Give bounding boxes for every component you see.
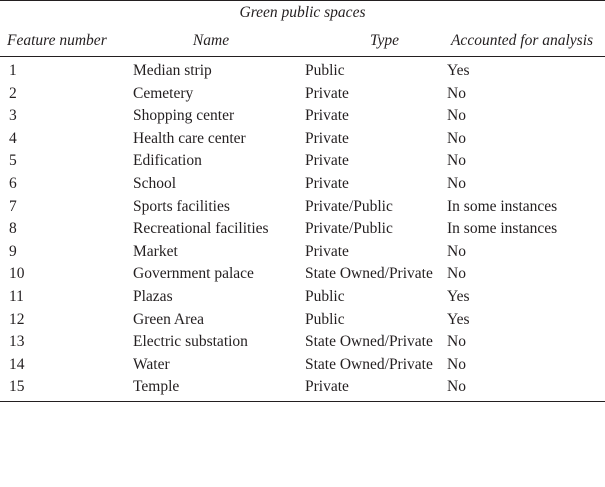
table-row — [0, 196, 605, 219]
table-row — [0, 128, 605, 151]
name-cell: Temple — [130, 376, 302, 401]
type-cell: Private/Public — [305, 220, 393, 238]
type-cell: Public — [305, 62, 345, 79]
feature-number-cell: 3 — [9, 107, 17, 125]
feature-number-cell: 8 — [9, 220, 17, 238]
name-cell: Sports facilities — [133, 197, 230, 215]
accounted-cell: No — [447, 265, 466, 283]
name-cell: Government palace — [133, 265, 254, 283]
feature-number-cell: 6 — [9, 174, 17, 192]
table-row — [0, 241, 605, 264]
accounted-cell: No — [439, 376, 605, 401]
table-row — [0, 331, 605, 354]
type-cell: Private — [305, 152, 349, 170]
name-cell: Green Area — [133, 310, 204, 328]
header-row — [0, 29, 605, 57]
type-cell: State Owned/Private — [305, 265, 433, 283]
accounted-cell: No — [447, 355, 466, 373]
name-cell: Plazas — [133, 287, 173, 305]
feature-number-cell: 4 — [9, 129, 17, 147]
accounted-cell: No — [447, 174, 466, 192]
accounted-cell: In some instances — [447, 220, 558, 238]
accounted-cell: No — [447, 129, 466, 147]
feature-number-cell: 13 — [9, 333, 25, 351]
name-cell: Cemetery — [133, 84, 194, 102]
table-row — [0, 309, 605, 332]
feature-number-cell: 2 — [9, 84, 17, 102]
table-row — [0, 376, 605, 401]
accounted-cell: Yes — [447, 310, 470, 328]
table-row — [0, 150, 605, 173]
name-cell: Electric substation — [133, 333, 248, 351]
name-cell: Shopping center — [133, 107, 235, 125]
feature-number-cell: 1 — [9, 62, 17, 79]
green-spaces-table — [0, 29, 605, 402]
accounted-cell: No — [447, 84, 466, 102]
header-type: Type — [302, 29, 439, 57]
feature-number-cell: 9 — [9, 242, 17, 260]
name-cell: Edification — [133, 152, 202, 170]
name-cell: Market — [133, 242, 178, 260]
header-feature-number: Feature number — [0, 29, 130, 57]
feature-number-cell: 5 — [9, 152, 17, 170]
feature-number-cell: 11 — [9, 287, 24, 305]
type-cell: Private — [305, 174, 349, 192]
top-rule — [0, 0, 605, 1]
header-accounted: Accounted for analysis — [439, 29, 605, 57]
table-row — [0, 105, 605, 128]
type-cell: Private — [305, 129, 349, 147]
type-cell: Public — [305, 287, 345, 305]
name-cell: Health care center — [133, 129, 246, 147]
table-row — [0, 83, 605, 106]
name-cell: Recreational facilities — [133, 220, 269, 238]
type-cell: State Owned/Private — [305, 355, 433, 373]
table-row — [0, 173, 605, 196]
feature-number-cell: 10 — [9, 265, 25, 283]
feature-number-cell: 7 — [9, 197, 17, 215]
table-row — [0, 263, 605, 286]
name-cell: School — [133, 174, 177, 192]
accounted-cell: Yes — [447, 287, 470, 305]
type-cell: Private — [305, 242, 349, 260]
table-caption: Green public spaces — [239, 4, 366, 21]
accounted-cell: No — [447, 152, 466, 170]
feature-number-cell: 12 — [9, 310, 25, 328]
feature-number-cell: 15 — [0, 376, 130, 401]
name-cell: Median strip — [133, 62, 212, 79]
header-name: Name — [130, 29, 302, 57]
table-row — [0, 218, 605, 241]
accounted-cell: In some instances — [447, 197, 558, 215]
name-cell: Water — [133, 355, 170, 373]
type-cell: Private/Public — [305, 197, 393, 215]
table-row — [0, 354, 605, 377]
accounted-cell: Yes — [447, 62, 470, 79]
accounted-cell: No — [447, 333, 466, 351]
table-row — [0, 286, 605, 309]
type-cell: Private — [302, 376, 439, 401]
type-cell: Public — [305, 310, 345, 328]
accounted-cell: No — [447, 242, 466, 260]
feature-number-cell: 14 — [9, 355, 25, 373]
table-row — [0, 57, 605, 83]
type-cell: State Owned/Private — [305, 333, 433, 351]
accounted-cell: No — [447, 107, 466, 125]
type-cell: Private — [305, 84, 349, 102]
type-cell: Private — [305, 107, 349, 125]
